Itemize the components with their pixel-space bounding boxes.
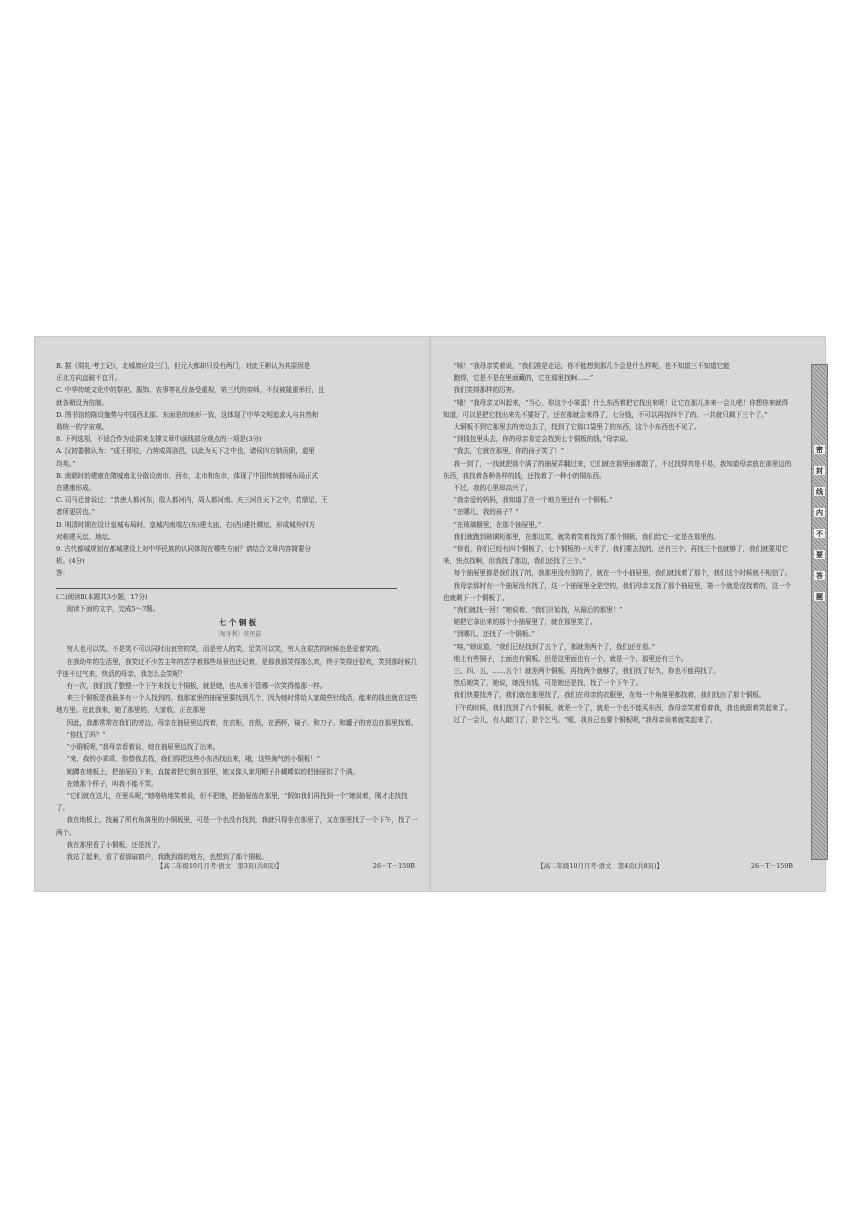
question-line: 者所更居也。” [56, 508, 95, 517]
story-paragraph: 我们笑得那样的厉害。 [453, 386, 519, 395]
question-line: 8. 下列选项，不适合作为论据来支撑文章中画线部分观点的一项是(3分) [56, 435, 262, 444]
right-footer-code: 26－T－159B [750, 862, 793, 870]
story-paragraph: “在哪儿，我的孩子？” [453, 508, 519, 517]
section-instruction: 阅读下面的文字，完成5～7题。 [66, 604, 160, 613]
story-paragraph: “咳！”我母亲笑着说，“我们准是走运，你不能想到那几个会是什么样呢，也不知道三不知道它能 [453, 362, 730, 370]
story-paragraph: “到哪儿，还找了一个铜板。” [453, 630, 535, 639]
story-text [56, 643, 419, 863]
question-line: 在建康形成。 [56, 484, 95, 493]
seal-word: 不 [816, 529, 823, 538]
question-line: 答： [56, 569, 69, 578]
right-footer [443, 861, 793, 870]
left-footer-label: 【高二年级10月月考·语文 第3页(共8页)】 [156, 862, 283, 870]
seal-line-notice [812, 445, 827, 601]
right-footer-label: 【高二年级10月月考·语文 第4页(共8页)】 [537, 862, 663, 870]
story-paragraph: “我亲爱的妈妈，我知道了在一个地方里还有一个铜板。” [453, 496, 613, 505]
story-paragraph: “哦！”我母亲又叫起来，“当心，你这个小笨蛋！什么东西着把它找出来呢！让它在那儿多来一会儿吧！你想你来就得知道，可以是把它找出来先不要好了，还在那就会来得了，七分钱，不可以再找四个了的。一共就只剩下三个了。” [443, 398, 789, 419]
left-column [56, 360, 419, 863]
left-footer-code: 26－T－159B [372, 862, 415, 870]
question-line: 谐统一的宇宙观。 [56, 423, 108, 432]
seal-word: 封 [816, 466, 823, 475]
story-paragraph: 不过，我的心里却高兴了。 [453, 484, 532, 493]
left-page [34, 336, 429, 892]
story-author: 〔匈牙利〕莫里兹 [213, 631, 262, 639]
question-line: B. 南朝时的建康在隋城南北分散设南市、西市，北市和东市，体现了中国传统都城布局正式 [56, 471, 318, 480]
story-paragraph: 来三个铜板是我最多有一个人找到的。他那家里的抽屉里要找到几个，因为她时常给人家做些针线活，能来的钱也就在这些地方里。在此我来，她了那里的，大家收，正在那里 [56, 694, 418, 715]
story-paragraph: “它们就在这儿，在里头呢，”她咯咯地笑着说，但不把她，把抽屉放在那里，“假如我们再找到一个”她说着，刚才走找找了。 [56, 791, 408, 813]
story-continued [443, 360, 793, 726]
question-line: B. 据《周礼·考工记》，北城墙应设三门，但元大都却只设有两门，对此王彬认为其原因是 [56, 362, 311, 370]
story-paragraph: “在玻璃橱里，在那个抽屉里。” [453, 520, 542, 529]
story-paragraph: 我们就跑到玻璃柜那里，在那边笑，就笑着笑着找到了那个铜板，我们给它一定是在那里的。 [453, 532, 720, 541]
question-line: C. 中华传统文化中的祭祀、服饰、农事等礼仪备受重视，第三代的帝师，不仅被隆重举行，且 [56, 386, 325, 395]
section-header: (二)阅读Ⅱ(本题共3小题，17分) [56, 592, 148, 601]
story-paragraph: 她把它拿出来的那个小抽屉里了，就在那里笑了。 [453, 618, 597, 627]
story-paragraph: “我去，它就在那里，你的孩子笑了！” [453, 447, 564, 456]
seal-word: 内 [816, 508, 823, 517]
seal-word: 线 [816, 487, 823, 496]
question-line: D. 图书馆的陈设施势与中国西北部、东面是的地形一致，这体现了中华文明追求人与自然和 [56, 410, 319, 419]
story-title: 七 个 铜 板 [218, 618, 257, 628]
question-line: 均矣。” [56, 459, 76, 468]
story-paragraph: 我一到了，一找就把那个满了的抽屉弄翻过来，它们就在那里面都散了，不过找得真是不易，我知道母亲放在那里边的东西，我找着各种各样的钱，还找着了一种小的铜东西。 [443, 459, 792, 480]
seal-word: 答 [816, 571, 823, 580]
question-lines [56, 360, 419, 580]
story-paragraph: “你看，你们已经有四个铜板了，七个铜板的一大半了，我们要去找的，还有三个，再找三个也就够了，我们就要用它来，快点找啊，但我找了那边，我们还找了三个。” [443, 545, 788, 566]
binding-strip [811, 364, 828, 860]
story-paragraph: “小铜板呢，”我母亲看着说，她在抽屉里边找了出来。 [66, 743, 220, 752]
story-paragraph: 她蹲在地板上，把抽屉拉下来，直接着把它倒在那里，她又像人家用帽子扑蝴蝶似的把抽屉扣了个满。 [66, 767, 359, 776]
story-paragraph: 因此，我都常常在我们的旁边，母亲在抽屉里边找着，在衣柜，在纸，在酒杯，镜子、和刀子、和罐子的旁边在那里找着。 [66, 718, 418, 727]
story-paragraph: “你找了吗？” [66, 730, 106, 739]
question-line: 就各朝设为仿制。 [56, 398, 108, 407]
question-line: 对称建天坛、地坛。 [56, 532, 115, 541]
story-paragraph: 跑得，它是不是在里面藏的，它在那里找啊……” [453, 374, 594, 383]
story-paragraph: 我母亲那时有一个抽屉没有找了，这一个抽屉里全是空的，我们母亲又找了那个抽屉里，第一个就是没找着的，这一个也就剩下一个铜板了。 [443, 581, 792, 602]
story-paragraph: 每个抽屉里都是我们找了的，我那里没有别的了，就在一个小抽屉里，我们就找着了那个，我们这个时候就不相信了。 [453, 569, 792, 578]
story-paragraph: 地上有些铜子，上面也有铜板。但是这里面也有一个，就是一个，那里还有三个。 [453, 654, 688, 663]
story-paragraph: “到钱包里头去，你的母亲肯定会找到七个铜板的钱，”母亲说。 [453, 435, 633, 444]
question-line: 正北方向直破不宜开。 [56, 374, 121, 383]
question-line: 9. 古代都城规划在都城建设上对中华民族的认同体现在哪些方面？请结合文章内容简要分 [56, 545, 311, 554]
right-page [431, 336, 811, 892]
story-paragraph: 我在地板上，找遍了所有角落里的小铜板里，可是一个也没有找到，我就只得坐在那里了，又在那里找了一个下午，找了一两个。 [56, 816, 418, 837]
story-paragraph: 我在那里看了小铜板，还是找了。 [66, 840, 164, 849]
story-paragraph: 然后她笑了，她说，她没有钱，可是她还是找，找了一个下午了。 [453, 679, 642, 688]
story-paragraph: 过了一会儿，有人敲门了，是个乞丐。“嗳，我自己也要个铜板呢，”我母亲说着就笑起来了。 [453, 715, 717, 724]
story-paragraph: “唉，”她说道，“我们已经找到了五个了，那就差两个了，我们还在看。” [453, 642, 655, 651]
left-footer [60, 861, 415, 870]
answer-line [56, 580, 397, 589]
question-line: A. 汉初娄敬认为：“成王即位，乃营成周洛邑，以此为天下之中也，诸侯四方纳贡职，道里 [56, 447, 315, 456]
story-paragraph: “我们就找一回！”她说着，“我们开始找，从最后的那里！” [453, 606, 623, 615]
story-paragraph: “来，我的小乖乖，你替我去找，我们得把这些小东西找出来，哦，这些淘气的小铜板！” [66, 755, 320, 764]
seal-word: 题 [816, 592, 823, 601]
story-paragraph: 有一次，我们找了整整一个下午来找七个铜板，就是她，也从来不管哪一次笑得像那一样。 [66, 682, 327, 691]
right-column [443, 360, 793, 726]
seal-word: 密 [816, 445, 823, 454]
story-paragraph: 在她那个样子，叫我不能不笑。 [66, 779, 158, 788]
story-paragraph: 在我幼年的生活里，我笑过不少苦主年的苦学着那些场景也还记着，是那我那笑得那么欢，终于笑得还很欢，笑到那时候几乎连不过气来，快活的母亲，我怎么会笑呢？ [56, 657, 418, 678]
exam-sheet [34, 336, 826, 892]
story-paragraph: 我站了起来，看了看那扇窗户，我跑到那的地方，也想到了那个铜板。 [66, 852, 268, 861]
story-paragraph: 我们快要找齐了，我们就在那里找了，我们在母亲的衣服里，在每一个角落里都找着，我们找出了那个铜板。 [453, 691, 766, 700]
seal-word: 要 [816, 550, 823, 559]
question-line: 析。(4分) [56, 557, 85, 566]
story-paragraph: 大铜板不到它那里去的旁边去了，找到了它那口袋里了的东西，这个小东西也不见了。 [453, 423, 701, 432]
question-line: C. 司马迁曾说过：“昔唐人都河东，殷人都河内，周人都河南。夫三河在天下之中，若鼎足，王 [56, 496, 328, 505]
story-paragraph: 三、四、五，……五个！就差两个铜板，再找两个就够了，我们找了好久，你也不能再找了。 [453, 667, 720, 676]
story-paragraph: 穷人也可以笑。不是笑不可以同时出哀穷的笑，而是穷人的笑，足笑可以笑，穷人在艰苦的时候也是爱着笑的。 [66, 645, 385, 654]
question-line: D. 明清时期在设计皇城布局时，皇城内南端左(东)建太庙，右(西)建社稷坛，形成城外四方 [56, 520, 316, 529]
story-paragraph: 下午的时候，我们找到了六个铜板，就差一个了，就差一个也不能买东西，我母亲笑着看着我，我也就跟着笑起来了。 [453, 703, 792, 712]
